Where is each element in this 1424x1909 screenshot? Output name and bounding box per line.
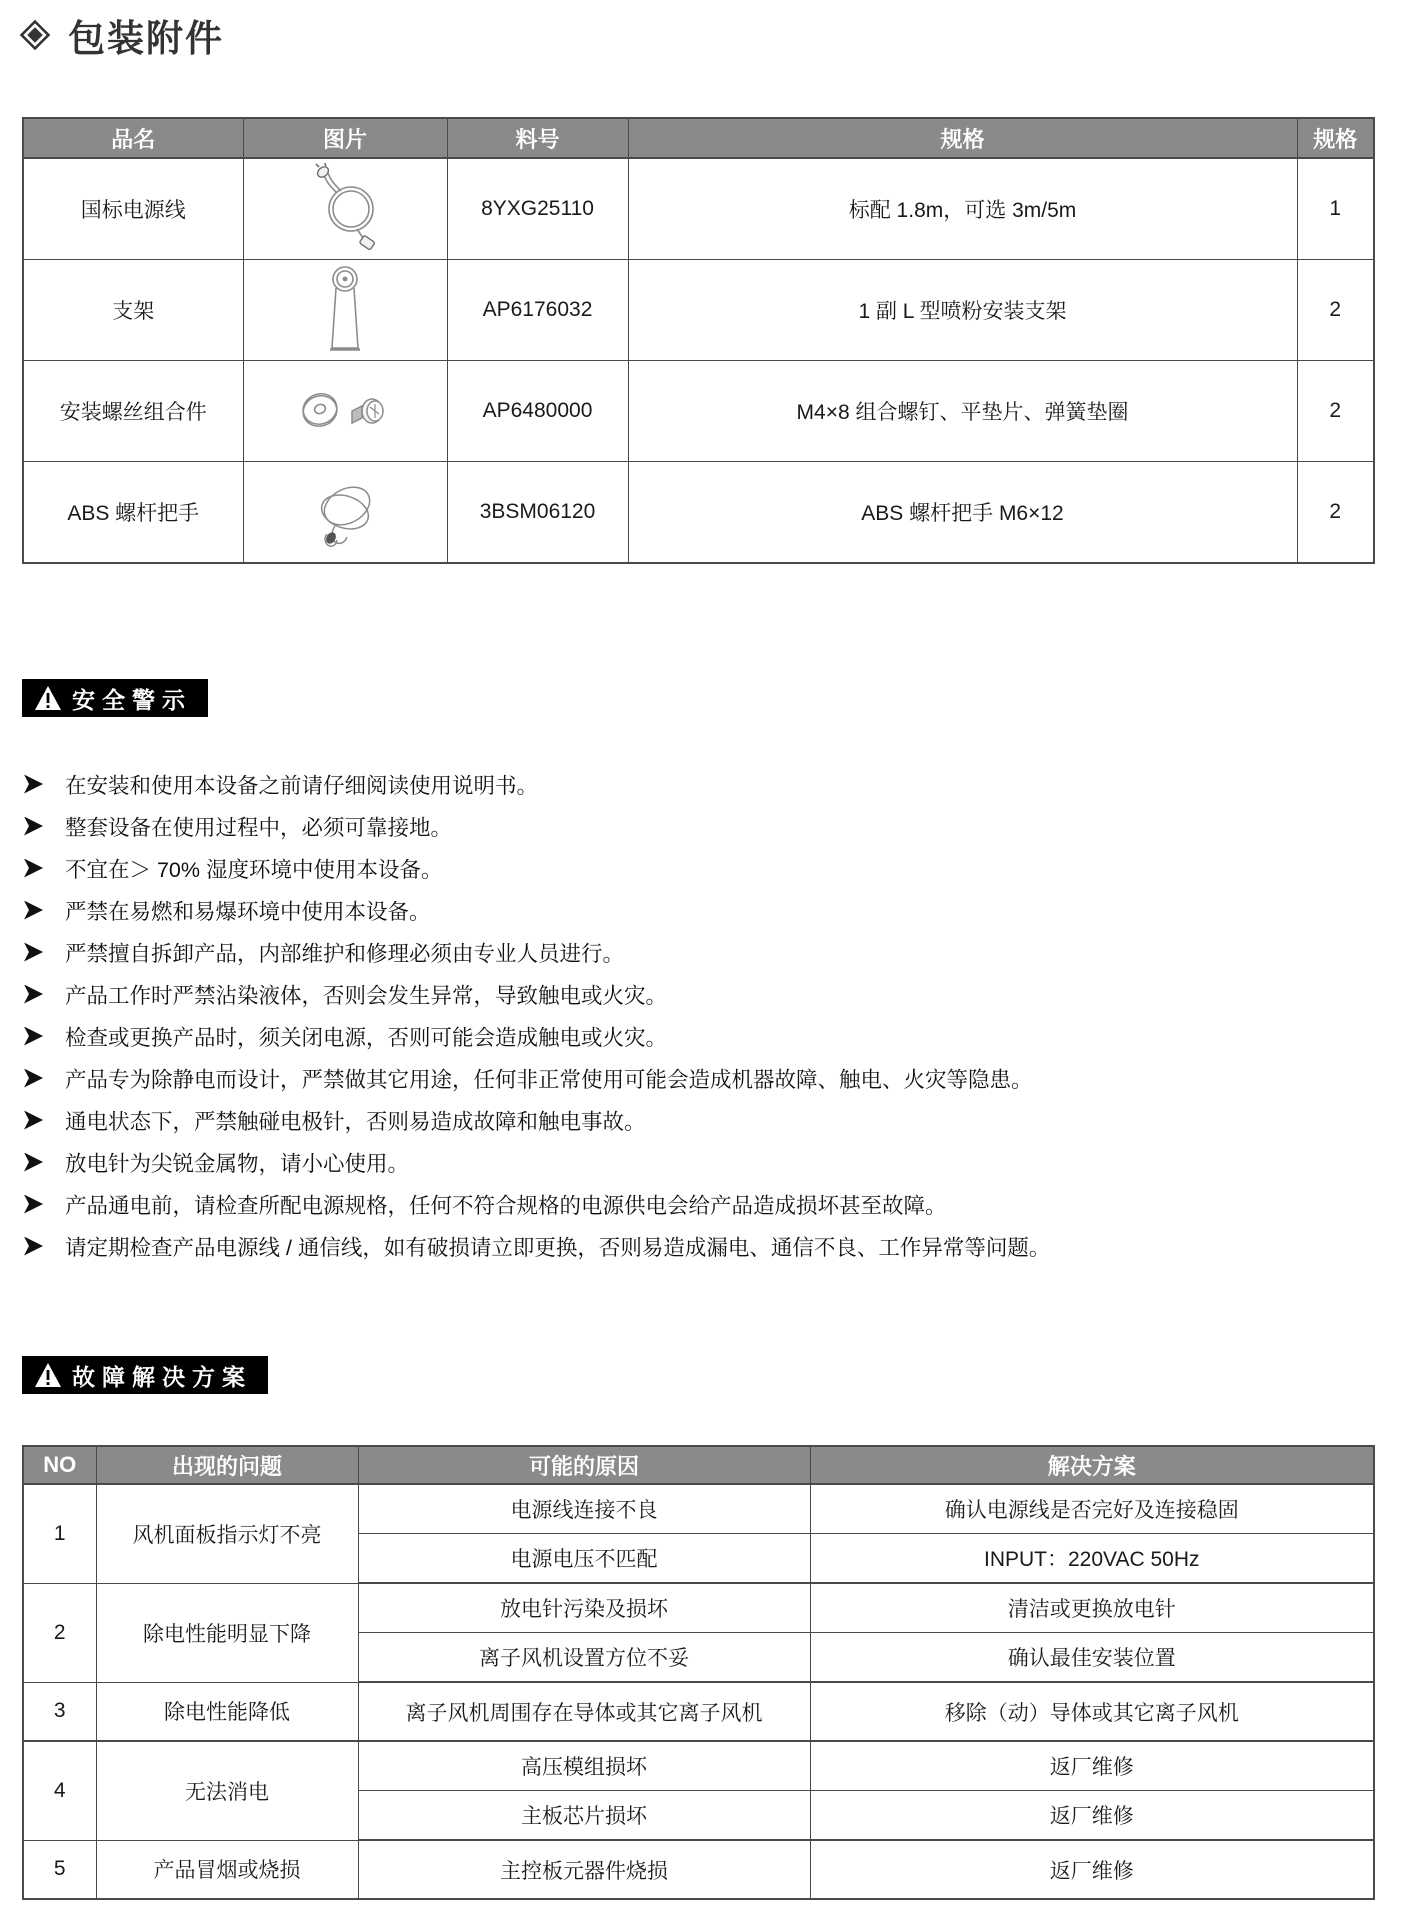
problem-text: 除电性能明显下降: [96, 1583, 358, 1682]
safety-item-text: 整套设备在使用过程中，必须可靠接地。: [65, 815, 453, 840]
safety-item-text: 放电针为尖锐金属物，请小心使用。: [65, 1151, 410, 1176]
solution-text: 清洁或更换放电针: [810, 1583, 1374, 1633]
knob-handle-image: [305, 470, 385, 554]
troubleshooting-table: [22, 1445, 1375, 1900]
page-title-text: 包装附件: [68, 18, 224, 59]
header-no: NO: [23, 1446, 96, 1484]
solution-text: 返厂维修: [810, 1791, 1374, 1841]
cause-text: 电源线连接不良: [358, 1484, 810, 1534]
arrow-bullet-icon: [24, 985, 43, 1004]
cause-text: 高压模组损坏: [358, 1741, 810, 1791]
arrow-bullet-icon: [24, 943, 43, 962]
product-name: 安装螺丝组合件: [23, 361, 243, 462]
solution-text: 移除（动）导体或其它离子风机: [810, 1682, 1374, 1741]
safety-item-text: 严禁在易燃和易爆环境中使用本设备。: [65, 899, 431, 924]
list-item: [24, 1183, 1414, 1225]
product-image-cell: [243, 361, 447, 462]
list-item: [24, 973, 1414, 1015]
safety-item-text: 产品工作时严禁沾染液体，否则会发生异常，导致触电或火灾。: [65, 983, 668, 1008]
header-part-number: 料号: [447, 118, 628, 158]
warning-triangle-icon: [34, 685, 62, 711]
solution-text: 确认电源线是否完好及连接稳固: [810, 1484, 1374, 1534]
cause-text: 放电针污染及损坏: [358, 1583, 810, 1633]
list-item: [24, 1225, 1414, 1267]
row-no: 5: [23, 1840, 96, 1899]
qty-value: 2: [1297, 260, 1374, 361]
arrow-bullet-icon: [24, 1027, 43, 1046]
part-number: 8YXG25110: [447, 158, 628, 260]
table-row: [23, 1840, 1374, 1899]
product-image-cell: [243, 462, 447, 564]
list-item: [24, 1141, 1414, 1183]
safety-warning-title: 安全警示: [72, 686, 192, 713]
packing-accessories-table: [22, 117, 1375, 564]
table-row: [23, 260, 1374, 361]
arrow-bullet-icon: [24, 1153, 43, 1172]
safety-item-text: 在安装和使用本设备之前请仔细阅读使用说明书。: [65, 773, 539, 798]
troubleshooting-banner: [22, 1356, 268, 1394]
header-solution: 解决方案: [810, 1446, 1374, 1484]
list-item: [24, 1057, 1414, 1099]
product-name: 国标电源线: [23, 158, 243, 260]
arrow-bullet-icon: [24, 775, 43, 794]
row-no: 1: [23, 1484, 96, 1583]
screw-washer-image: [290, 381, 400, 441]
list-item: [24, 1099, 1414, 1141]
table-row: [23, 1682, 1374, 1741]
header-problem: 出现的问题: [96, 1446, 358, 1484]
power-cord-image: [299, 163, 391, 255]
table-row: [23, 158, 1374, 260]
part-number: 3BSM06120: [447, 462, 628, 564]
arrow-bullet-icon: [24, 901, 43, 920]
problem-text: 除电性能降低: [96, 1682, 358, 1741]
safety-bullet-list: [24, 763, 1414, 1267]
table-row: [23, 462, 1374, 564]
table-row: [23, 1583, 1374, 1633]
packing-header-row: [23, 118, 1374, 158]
cause-text: 主控板元器件烧损: [358, 1840, 810, 1899]
spec-text: 1 副 L 型喷粉安装支架: [628, 260, 1297, 361]
bracket-image: [315, 264, 375, 356]
header-product-name: 品名: [23, 118, 243, 158]
safety-warning-banner: [22, 679, 208, 717]
solution-text: 确认最佳安装位置: [810, 1633, 1374, 1683]
list-item: [24, 805, 1414, 847]
cause-text: 主板芯片损坏: [358, 1791, 810, 1841]
list-item: [24, 763, 1414, 805]
arrow-bullet-icon: [24, 1069, 43, 1088]
solution-text: INPUT：220VAC 50Hz: [810, 1534, 1374, 1584]
arrow-bullet-icon: [24, 1195, 43, 1214]
list-item: [24, 1015, 1414, 1057]
safety-item-text: 通电状态下，严禁触碰电极针，否则易造成故障和触电事故。: [65, 1109, 646, 1134]
header-qty: 规格: [1297, 118, 1374, 158]
spec-text: M4×8 组合螺钉、平垫片、弹簧垫圈: [628, 361, 1297, 462]
safety-item-text: 不宜在＞ 70% 湿度环境中使用本设备。: [65, 857, 443, 882]
trouble-header-row: [23, 1446, 1374, 1484]
list-item: [24, 847, 1414, 889]
qty-value: 2: [1297, 462, 1374, 564]
solution-text: 返厂维修: [810, 1741, 1374, 1791]
troubleshooting-title: 故障解决方案: [72, 1363, 252, 1390]
product-image-cell: [243, 260, 447, 361]
safety-item-text: 检查或更换产品时，须关闭电源，否则可能会造成触电或火灾。: [65, 1025, 668, 1050]
product-name: 支架: [23, 260, 243, 361]
part-number: AP6480000: [447, 361, 628, 462]
problem-text: 无法消电: [96, 1741, 358, 1840]
table-row: [23, 361, 1374, 462]
header-cause: 可能的原因: [358, 1446, 810, 1484]
qty-value: 2: [1297, 361, 1374, 462]
cause-text: 电源电压不匹配: [358, 1534, 810, 1584]
diamond-icon: [18, 18, 52, 52]
problem-text: 产品冒烟或烧损: [96, 1840, 358, 1899]
solution-text: 返厂维修: [810, 1840, 1374, 1899]
spec-text: 标配 1.8m，可选 3m/5m: [628, 158, 1297, 260]
cause-text: 离子风机设置方位不妥: [358, 1633, 810, 1683]
product-image-cell: [243, 158, 447, 260]
list-item: [24, 889, 1414, 931]
problem-text: 风机面板指示灯不亮: [96, 1484, 358, 1583]
arrow-bullet-icon: [24, 1111, 43, 1130]
product-name: ABS 螺杆把手: [23, 462, 243, 564]
table-row: [23, 1741, 1374, 1791]
table-row: [23, 1484, 1374, 1534]
safety-item-text: 产品通电前，请检查所配电源规格，任何不符合规格的电源供电会给产品造成损坏甚至故障。: [65, 1193, 947, 1218]
qty-value: 1: [1297, 158, 1374, 260]
page-title: [18, 8, 224, 62]
safety-item-text: 请定期检查产品电源线 / 通信线，如有破损请立即更换，否则易造成漏电、通信不良、工作异常等问题。: [65, 1235, 1051, 1260]
spec-text: ABS 螺杆把手 M6×12: [628, 462, 1297, 564]
arrow-bullet-icon: [24, 1237, 43, 1256]
row-no: 2: [23, 1583, 96, 1682]
row-no: 4: [23, 1741, 96, 1840]
row-no: 3: [23, 1682, 96, 1741]
arrow-bullet-icon: [24, 817, 43, 836]
header-spec: 规格: [628, 118, 1297, 158]
safety-item-text: 严禁擅自拆卸产品，内部维护和修理必须由专业人员进行。: [65, 941, 625, 966]
warning-triangle-icon: [34, 1362, 62, 1388]
safety-item-text: 产品专为除静电而设计，严禁做其它用途，任何非正常使用可能会造成机器故障、触电、火灾等隐患。: [65, 1067, 1033, 1092]
list-item: [24, 931, 1414, 973]
part-number: AP6176032: [447, 260, 628, 361]
arrow-bullet-icon: [24, 859, 43, 878]
header-picture: 图片: [243, 118, 447, 158]
cause-text: 离子风机周围存在导体或其它离子风机: [358, 1682, 810, 1741]
